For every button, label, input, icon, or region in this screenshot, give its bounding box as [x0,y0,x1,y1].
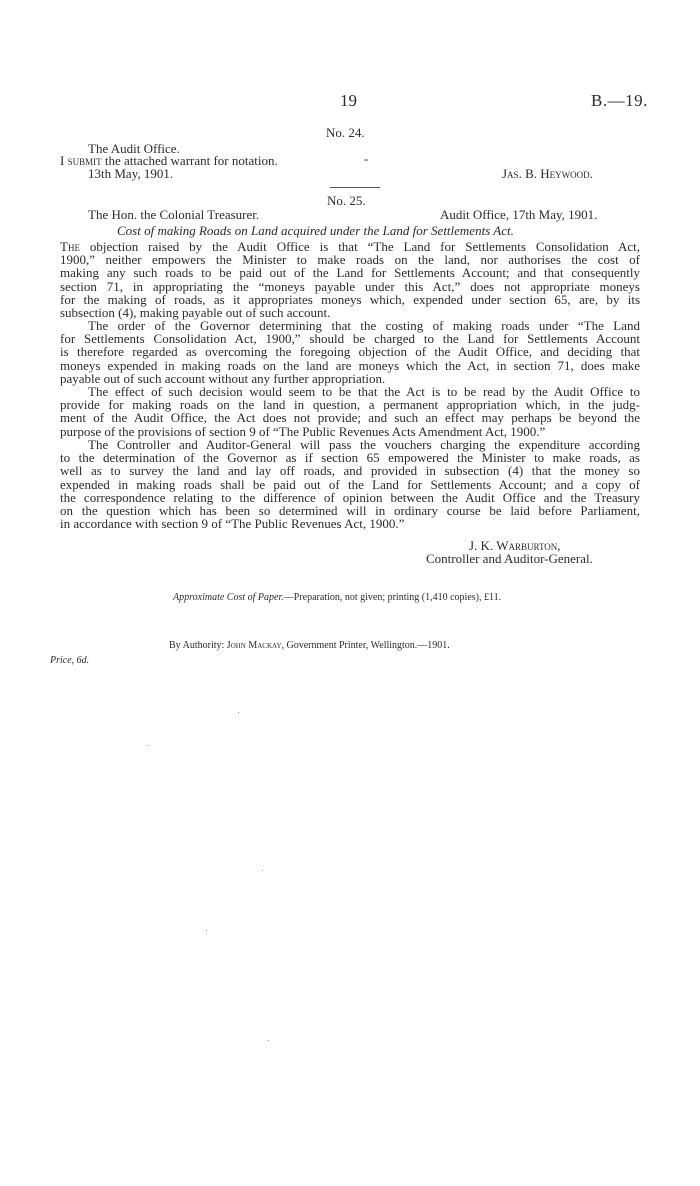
addressee-24: The Audit Office. [88,141,180,156]
signature-name: J. K. Warburton, [469,538,561,553]
addressee-25: The Hon. the Colonial Treasurer. [88,207,260,222]
paragraph-line: 1900,” neither empowers the Minister to make roads on the land, nor authorises the cost of [60,252,640,268]
paragraph-line: for Settlements Consolidation Act, 1900,” should be charged to the Land for Settlements Account [60,331,640,347]
scan-speck [148,745,149,746]
printer-name: John Mackay [226,640,282,651]
paragraph-line: is therefore regarded as overcoming the foregoing objection of the Audit Office, and deciding that [60,344,640,360]
paragraph-line: expended in making roads shall be paid out of the Land for Settlements Account; and a copy of [60,476,640,492]
scan-speck [206,930,207,931]
paragraph-line: to the determination of the Governor as if section 65 empowered the Minister to make roads, as [60,450,640,466]
cost-of-paper [173,592,501,603]
cost-text: —Preparation, not given; printing (1,410 copies), £11. [283,592,502,603]
submit-rest: the attached warrant for notation. [101,153,278,168]
signature-24: Jas. B. Heywood. [502,166,593,181]
paragraph-line: for the making of roads, as it appropriates moneys which, expended under section 65, are, by its [60,291,640,307]
paragraph-3 [60,385,640,438]
paragraph-line: The Controller and Auditor-General will pass the vouchers charging the expenditure according [88,437,640,452]
paragraph-line: on the question which has been so determined will in ordinary course be laid before Parliament, [60,503,640,519]
signature-title: Controller and Auditor-General. [426,551,593,566]
paragraph-line: payable out of such account without any further appropriation. [60,370,386,386]
paragraph-line: the correspondence relating to the difference of opinion between the Audit Office and the Treasury [60,489,640,505]
paragraph-1 [60,240,640,319]
cost-label: Approximate Cost of Paper. [173,592,284,603]
scan-speck [268,1040,269,1041]
paragraph-2 [60,319,640,385]
paragraph-4 [60,438,640,530]
paragraph-line: purpose of the provisions of section 9 of “The Public Revenues Acts Amendment Act, 1900.” [60,423,546,439]
document-number-24: No. 24. [326,125,365,140]
paragraph-line: section 71, in appropriating the “moneys payable under this Act,” does not appropriate moneys [60,278,640,294]
date-24: 13th May, 1901. [88,166,174,181]
paragraph-line: The order of the Governor determining that the costing of making roads under “The Land [88,318,640,333]
submit-lead: I submit [60,153,102,168]
printer-authority: By Authority: John Mackay, Government Printer, Wellington.—1901. [169,640,450,651]
scan-speck [262,870,263,871]
document-number-25: No. 25. [327,193,366,208]
paragraph-line: well as to survey the land and lay off roads, and provided in subsection (4) that the money so [60,463,640,479]
paragraph-line: in accordance with section 9 of “The Public Revenues Act, 1900.” [60,516,405,532]
page-number: 19 [340,91,357,110]
scan-speck [238,712,239,713]
paragraph-line: provide for making roads on the land in question, a permanent appropriation which, in the judg- [60,397,640,413]
paragraph-line: subsection (4), making payable out of such account. [60,305,331,321]
price: Price, 6d. [50,655,90,666]
place-date-25: Audit Office, 17th May, 1901. [440,207,598,222]
paragraph-line: ment of the Audit Office, the Act does not provide; and such an effect may perhaps be beyond the [60,410,640,426]
subject-heading: Cost of making Roads on Land acquired under the Land for Settlements Act. [117,223,514,238]
section-divider [330,187,380,188]
paragraph-line: moneys expended in making roads on the land are moneys which the Act, in section 71, does make [60,357,640,373]
paragraph-line: The objection raised by the Audit Office is that “The Land for Settlements Consolidation Act, [60,239,640,254]
dash-mark: - [364,151,369,166]
paragraph-line: making any such roads to be paid out of the Land for Settlements Account; and that consequently [60,265,640,281]
paragraph-lead: The [60,239,80,254]
paragraph-line: The effect of such decision would seem to be that the Act is to be read by the Audit Office to [88,384,640,399]
document-reference: B.—19. [591,91,648,110]
